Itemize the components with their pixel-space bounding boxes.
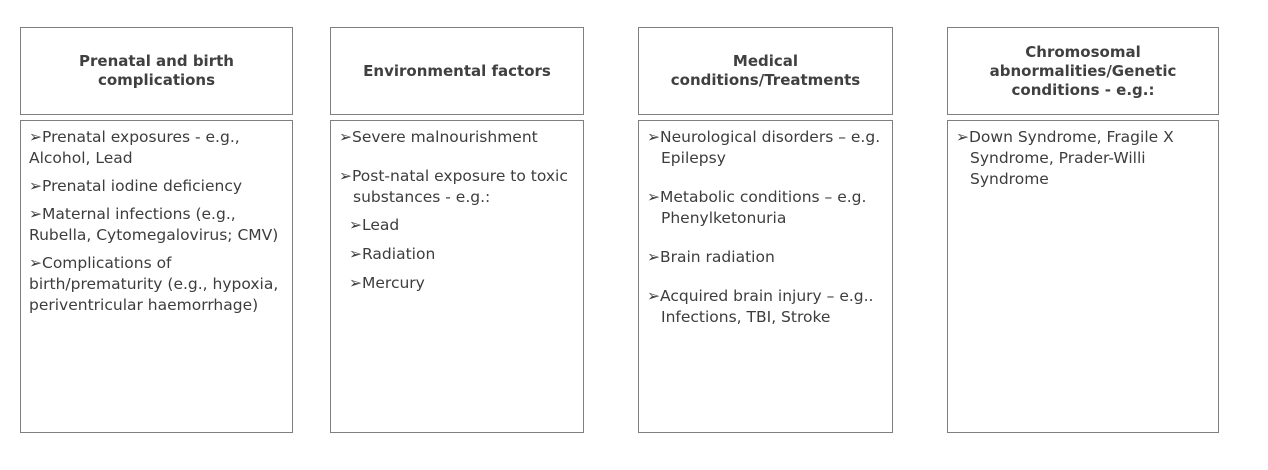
arrow-bullet-icon: ➢ xyxy=(29,177,42,195)
arrow-bullet-icon: ➢ xyxy=(647,188,660,206)
list-item-text: Neurological disorders – e.g. Epilepsy xyxy=(660,128,881,167)
column-title: Environmental factors xyxy=(363,61,551,80)
column-environmental xyxy=(330,27,584,433)
list-item-text: Maternal infections (e.g., Rubella, Cytomegalovirus; CMV) xyxy=(29,205,279,244)
list-item-text: Prenatal exposures - e.g., Alcohol, Lead xyxy=(29,128,240,167)
list-item xyxy=(29,253,284,316)
list-item xyxy=(956,127,1210,190)
sub-list-item xyxy=(349,273,575,294)
column-header xyxy=(947,27,1219,115)
column-title: Chromosomal abnormalities/Genetic conditions - e.g.: xyxy=(989,42,1177,99)
list-item-text: Severe malnourishment xyxy=(352,128,538,146)
column-header xyxy=(638,27,893,115)
list-item-text: Complications of birth/prematurity (e.g., hypoxia, periventricular haemorrhage) xyxy=(29,254,279,314)
arrow-bullet-icon: ➢ xyxy=(647,287,660,305)
arrow-bullet-icon: ➢ xyxy=(339,128,352,146)
arrow-bullet-icon: ➢ xyxy=(349,245,362,263)
column-prenatal xyxy=(20,27,293,433)
sub-list-item xyxy=(349,215,575,236)
list-item xyxy=(339,166,575,208)
arrow-bullet-icon: ➢ xyxy=(339,167,352,185)
column-header xyxy=(330,27,584,115)
list-item-text: Brain radiation xyxy=(660,248,775,266)
column-header xyxy=(20,27,293,115)
list-item-text: Mercury xyxy=(362,274,425,292)
column-body xyxy=(20,120,293,433)
list-item xyxy=(647,127,884,169)
list-item xyxy=(647,247,884,268)
list-item-text: Metabolic conditions – e.g. Phenylketonuria xyxy=(660,188,867,227)
column-medical xyxy=(638,27,893,433)
arrow-bullet-icon: ➢ xyxy=(647,248,660,266)
list-item xyxy=(29,176,284,197)
arrow-bullet-icon: ➢ xyxy=(29,205,42,223)
column-body xyxy=(638,120,893,433)
list-item-text: Acquired brain injury – e.g.. Infections, TBI, Stroke xyxy=(660,287,874,326)
list-item xyxy=(339,127,575,148)
list-item-text: Radiation xyxy=(362,245,436,263)
arrow-bullet-icon: ➢ xyxy=(349,216,362,234)
arrow-bullet-icon: ➢ xyxy=(956,128,969,146)
arrow-bullet-icon: ➢ xyxy=(349,274,362,292)
list-item xyxy=(29,127,284,169)
list-item-text: Prenatal iodine deficiency xyxy=(42,177,243,195)
arrow-bullet-icon: ➢ xyxy=(647,128,660,146)
list-item-text: Post-natal exposure to toxic substances - e.g.: xyxy=(352,167,568,206)
sub-list-item xyxy=(349,244,575,265)
column-body xyxy=(330,120,584,433)
list-item xyxy=(647,286,884,328)
arrow-bullet-icon: ➢ xyxy=(29,128,42,146)
list-item xyxy=(29,204,284,246)
column-body xyxy=(947,120,1219,433)
list-item xyxy=(647,187,884,229)
column-title: Medical conditions/Treatments xyxy=(670,52,861,89)
list-item-text: Down Syndrome, Fragile X Syndrome, Prader-Willi Syndrome xyxy=(969,128,1174,188)
column-chromosomal xyxy=(947,27,1219,433)
column-title: Prenatal and birth complications xyxy=(79,52,234,89)
arrow-bullet-icon: ➢ xyxy=(29,254,42,272)
list-item-text: Lead xyxy=(362,216,400,234)
